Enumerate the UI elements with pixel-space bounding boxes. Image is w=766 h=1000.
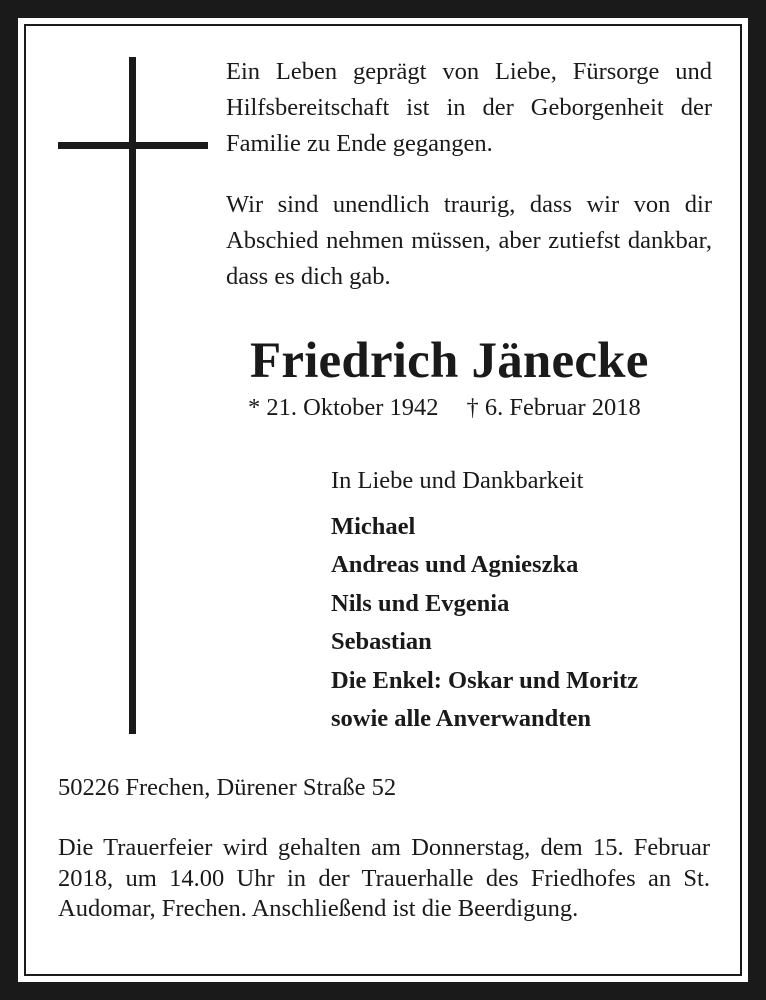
family-address: 50226 Frechen, Dürener Straße 52 (58, 774, 397, 801)
cross-icon-horizontal-bar (58, 142, 208, 149)
mourner-name: sowie alle Anverwandten (331, 705, 591, 733)
mourner-name: Sebastian (331, 628, 432, 656)
mourner-name: Nils und Evgenia (331, 589, 510, 617)
mourners-list (331, 508, 638, 738)
birth-date: * 21. Oktober 1942 (248, 394, 439, 421)
intro-paragraph-1: Ein Leben geprägt von Liebe, Fürsorge und Hilfsbereitschaft ist in der Geborgenheit der Familie zu Ende gegangen. (226, 58, 712, 157)
life-dates (248, 393, 641, 423)
mourner-name: Die Enkel: Oskar und Moritz (331, 666, 639, 694)
funeral-service-notice: Die Trauerfeier wird gehalten am Donnerstag, dem 15. Februar 2018, um 14.00 Uhr in der Trauerhalle des Friedhofes an St. Audomar, Frechen. Anschließend ist die Beerdigung. (58, 834, 710, 922)
intro-text (226, 54, 712, 295)
cross-icon-vertical-bar (129, 57, 136, 734)
mourner-name: Michael (331, 513, 416, 540)
intro-paragraph-2: Wir sind unendlich traurig, dass wir von dir Abschied nehmen müssen, aber zutiefst dankbar, dass es dich gab. (226, 191, 712, 290)
dedication-line: In Liebe und Dankbarkeit (331, 467, 584, 494)
deceased-name: Friedrich Jänecke (250, 333, 649, 389)
mourner-name: Andreas und Agnieszka (331, 551, 579, 579)
death-date: † 6. Februar 2018 (466, 394, 641, 421)
